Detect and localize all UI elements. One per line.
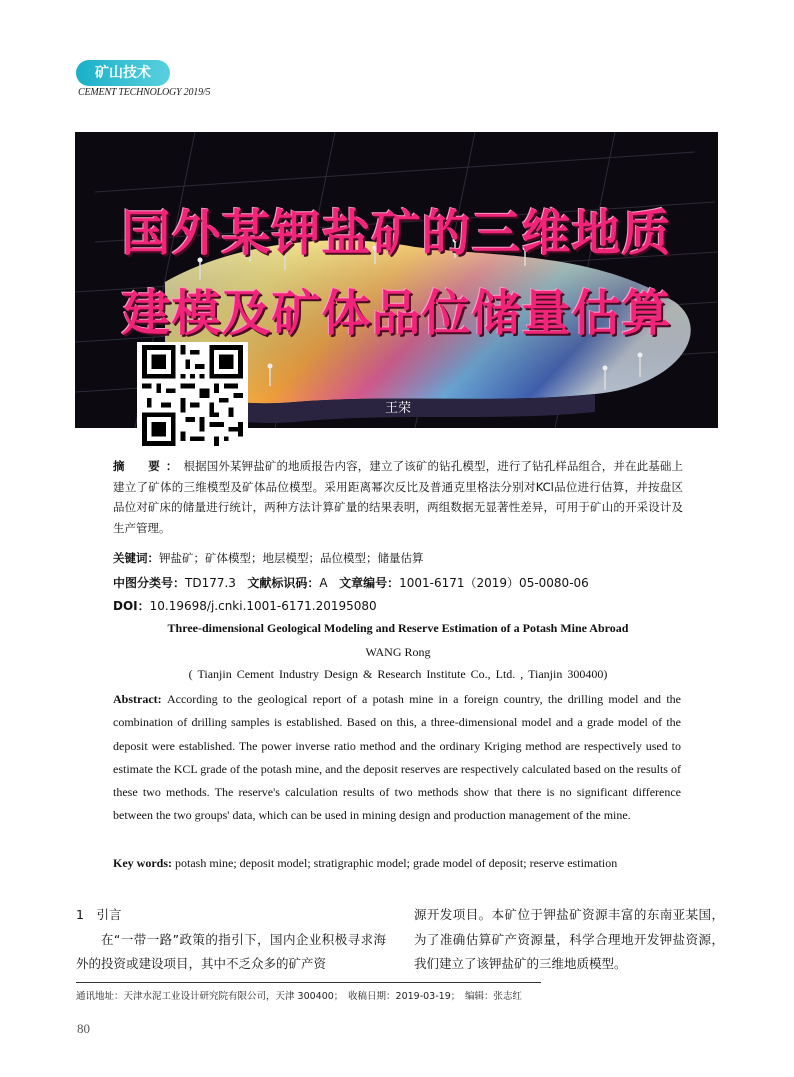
footnote-divider (76, 982, 541, 983)
body-column-right (414, 903, 724, 977)
keywords-label: 关键词： (113, 551, 159, 565)
body-paragraph-continued: 源开发项目。本矿位于钾盐矿资源丰富的东南亚某国，为了准确估算矿产资源量，科学合理地开发钾盐资源，我们建立了该钾盐矿的三维地质模型。 (414, 907, 724, 971)
english-abstract-label: Abstract: (113, 692, 162, 706)
english-abstract (113, 688, 681, 828)
english-keywords (113, 852, 681, 875)
abstract-chinese (113, 456, 683, 538)
doc-code-value: A (319, 576, 328, 590)
article-no-value: 1001-6171（2019）05-0080-06 (399, 576, 589, 590)
journal-line: CEMENT TECHNOLOGY 2019/5 (78, 87, 211, 98)
section-heading: 1 引言 (76, 907, 122, 922)
doc-code-label: 文献标识码： (247, 576, 320, 590)
page-number: 80 (77, 1021, 90, 1036)
clc-label: 中图分类号： (113, 576, 186, 590)
classification-line (113, 573, 683, 594)
section-badge: 矿山技术 (76, 60, 170, 86)
english-author: WANG Rong (365, 645, 431, 659)
article-no-label: 文章编号： (339, 576, 400, 590)
qr-code-icon[interactable] (137, 342, 248, 449)
clc-value: TD177.3 (185, 576, 236, 590)
doi-value[interactable]: 10.19698/j.cnki.1001-6171.20195080 (149, 599, 377, 613)
footnote: 通讯地址：天津水泥工业设计研究院有限公司，天津 300400； 收稿日期：2019-03-19； 编辑：张志红 (76, 991, 522, 1002)
doi-line (113, 596, 683, 617)
abstract-label: 摘 要： (113, 459, 184, 473)
article-title-line-1: 国外某钾盐矿的三维地质 (121, 205, 672, 262)
abstract-text: 根据国外某钾盐矿的地质报告内容，建立了该矿的钻孔模型，进行了钻孔样品组合，并在此基础上建立了矿体的三维模型及矿体品位模型。采用距离幂次反比及普通克里格法分别对KCl品位进行估算，并按盘区品位对矿床的储量进行统计，两种方法计算矿量的结果表明，两组数据无显著性差异，可用于矿山的开采设计及生产管理。 (113, 459, 684, 535)
english-keywords-label: Key words: (113, 856, 172, 870)
article-title-line-2: 建模及矿体品位储量估算 (121, 285, 672, 342)
body-paragraph: 在“一带一路”政策的指引下，国内企业积极寻求海外的投资或建设项目，其中不乏众多的矿产资 (76, 931, 386, 971)
body-column-left (76, 903, 386, 977)
keywords-text: 钾盐矿；矿体模型；地层模型；品位模型；储量估算 (159, 551, 424, 565)
qr-pattern (140, 345, 245, 446)
author-name: 王荣 (385, 401, 412, 416)
doi-label: DOI： (113, 599, 150, 613)
english-title: Three-dimensional Geological Modeling and Reserve Estimation of a Potash Mine Abroad (167, 621, 629, 635)
english-abstract-text: According to the geological report of a potash mine in a foreign country, the drilling model and the combination of drilling samples is established. Based on this, a three-dimensional model and a grade model of the deposit were established. The power inverse ratio method and the ordinary Kriging method are respectively used to estimate the KCL grade of the potash mine, and the deposit reserves are respectively calculated based on the results of these two methods. The reserve's calculation results of two methods show that there is no significant difference between the two groups' data, which can be used in mining design and production management of the mine. (113, 692, 681, 823)
english-keywords-text: potash mine; deposit model; stratigraphic model; grade model of deposit; reserve estimation (175, 856, 618, 870)
english-affiliation: ( Tianjin Cement Industry Design & Research Institute Co., Ltd. , Tianjin 300400) (188, 667, 608, 681)
keywords-chinese (113, 548, 683, 569)
